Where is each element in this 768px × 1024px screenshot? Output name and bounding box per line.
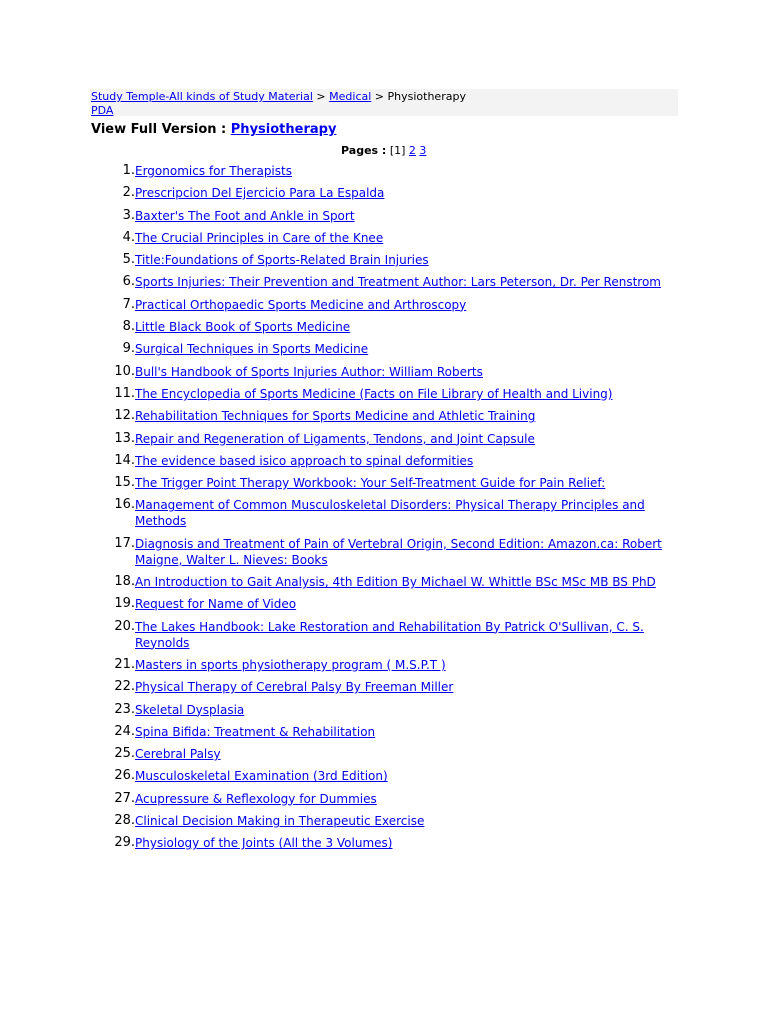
thread-link[interactable]: Physical Therapy of Cerebral Palsy By Freeman Miller: [135, 680, 454, 695]
thread-link[interactable]: The Crucial Principles in Care of the Knee: [135, 230, 384, 245]
thread-link[interactable]: Surgical Techniques in Sports Medicine: [135, 342, 369, 357]
list-item-number: 21.: [114, 656, 135, 672]
list-item: [0, 724, 700, 740]
list-item-number: 8.: [122, 319, 135, 335]
thread-link[interactable]: Clinical Decision Making in Therapeutic Exercise: [135, 814, 425, 829]
list-item: [0, 679, 700, 695]
list-item-number: 3.: [122, 207, 135, 223]
list-item: [0, 341, 700, 357]
pagination: [341, 144, 426, 158]
thread-link[interactable]: Cerebral Palsy: [135, 747, 221, 762]
breadcrumb-link-home[interactable]: Study Temple-All kinds of Study Material: [91, 90, 313, 103]
view-full-version-label: View Full Version :: [91, 122, 227, 137]
list-item: [0, 274, 700, 290]
breadcrumb-separator: >: [374, 90, 385, 103]
forum-title-link[interactable]: Physiotherapy: [230, 122, 337, 137]
thread-link[interactable]: The Encyclopedia of Sports Medicine (Facts on File Library of Health and Living): [135, 386, 613, 401]
thread-link[interactable]: Bull's Handbook of Sports Injuries Author: William Roberts: [135, 364, 483, 379]
thread-link[interactable]: Repair and Regeneration of Ligaments, Tendons, and Joint Capsule: [135, 431, 535, 446]
thread-link[interactable]: Musculoskeletal Examination (3rd Edition): [135, 769, 388, 784]
list-item: [0, 386, 700, 402]
list-item: [0, 746, 700, 762]
list-item: [0, 208, 700, 224]
list-item: [0, 453, 700, 469]
list-item-number: 18.: [114, 574, 135, 590]
thread-link[interactable]: Acupressure & Reflexology for Dummies: [135, 791, 377, 806]
list-item-number: 6.: [122, 274, 135, 290]
thread-link[interactable]: Prescripcion Del Ejercicio Para La Espalda: [135, 186, 385, 201]
list-item: [0, 813, 700, 829]
list-item-number: 15.: [114, 475, 135, 491]
list-item: [0, 319, 700, 335]
list-item: [0, 297, 700, 313]
list-item-number: 23.: [114, 701, 135, 717]
list-item-number: 1.: [122, 163, 135, 178]
thread-list: [0, 163, 700, 858]
list-item-number: 19.: [114, 596, 135, 612]
thread-link[interactable]: Little Black Book of Sports Medicine: [135, 320, 351, 335]
list-item: [0, 364, 700, 380]
list-item-number: 16.: [114, 497, 135, 513]
list-item: [0, 497, 700, 529]
thread-link[interactable]: Spina Bifida: Treatment & Rehabilitation: [135, 724, 376, 739]
list-item-number: 24.: [114, 723, 135, 739]
list-item: [0, 574, 700, 590]
thread-link[interactable]: Baxter's The Foot and Ankle in Sport: [135, 208, 355, 223]
list-item-number: 29.: [114, 835, 135, 851]
pda-container: [91, 104, 113, 117]
list-item: [0, 835, 700, 851]
list-item-number: 25.: [114, 746, 135, 762]
list-item: [0, 768, 700, 784]
thread-link[interactable]: Rehabilitation Techniques for Sports Medicine and Athletic Training: [135, 409, 536, 424]
thread-link[interactable]: Physiology of the Joints (All the 3 Volumes): [135, 836, 393, 851]
thread-link[interactable]: Request for Name of Video: [135, 597, 297, 612]
list-item: [0, 185, 700, 201]
thread-link[interactable]: Sports Injuries: Their Prevention and Treatment Author: Lars Peterson, Dr. Per Renstrom: [135, 275, 661, 290]
list-item-number: 20.: [114, 618, 135, 634]
list-item: [0, 252, 700, 268]
thread-link[interactable]: Practical Orthopaedic Sports Medicine and Arthroscopy: [135, 297, 467, 312]
list-item-number: 10.: [114, 363, 135, 379]
list-item-number: 28.: [114, 813, 135, 829]
list-item: [0, 619, 700, 651]
list-item-number: 27.: [114, 790, 135, 806]
thread-link[interactable]: Ergonomics for Therapists: [135, 164, 292, 178]
list-item-number: 2.: [122, 185, 135, 201]
list-item-number: 13.: [114, 430, 135, 446]
breadcrumb-link-medical[interactable]: Medical: [329, 90, 372, 103]
list-item: [0, 431, 700, 447]
list-item: [0, 596, 700, 612]
thread-link[interactable]: The evidence based isico approach to spinal deformities: [135, 453, 474, 468]
pagination-label: Pages :: [341, 144, 387, 157]
list-item-number: 5.: [122, 252, 135, 268]
list-item-number: 11.: [114, 385, 135, 401]
breadcrumb-current: Physiotherapy: [387, 90, 466, 103]
thread-link[interactable]: Masters in sports physiotherapy program ( M.S.P.T ): [135, 657, 446, 672]
list-item: [0, 230, 700, 246]
thread-link[interactable]: Management of Common Musculoskeletal Disorders: Physical Therapy Principles and Methods: [135, 498, 645, 529]
thread-link[interactable]: Skeletal Dysplasia: [135, 702, 245, 717]
thread-link[interactable]: The Trigger Point Therapy Workbook: Your Self-Treatment Guide for Pain Relief:: [135, 476, 606, 491]
pagination-current: [1]: [389, 144, 406, 157]
thread-link[interactable]: Title:Foundations of Sports-Related Brain Injuries: [135, 253, 429, 268]
list-item-number: 9.: [122, 341, 135, 357]
list-item: [0, 163, 700, 179]
list-item-number: 17.: [114, 535, 135, 551]
thread-link[interactable]: Diagnosis and Treatment of Pain of Vertebral Origin, Second Edition: Amazon.ca: Robert Maigne, Walter L. Nieves: Books: [135, 536, 662, 567]
pagination-page-3[interactable]: 3: [419, 144, 427, 157]
list-item: [0, 475, 700, 491]
list-item: [0, 791, 700, 807]
page-title: [91, 122, 336, 138]
list-item: [0, 702, 700, 718]
thread-link[interactable]: The Lakes Handbook: Lake Restoration and Rehabilitation By Patrick O'Sullivan, C. S. Reynolds: [135, 619, 644, 650]
list-item: [0, 536, 700, 568]
list-item-number: 7.: [122, 296, 135, 312]
list-item-number: 26.: [114, 768, 135, 784]
thread-link[interactable]: An Introduction to Gait Analysis, 4th Edition By Michael W. Whittle BSc MSc MB BS PhD: [135, 575, 656, 590]
breadcrumb: [91, 90, 466, 103]
pda-link[interactable]: PDA: [91, 104, 114, 117]
list-item: [0, 657, 700, 673]
breadcrumb-separator: >: [316, 90, 326, 103]
list-item-number: 12.: [114, 408, 135, 424]
list-item-number: 22.: [114, 679, 135, 695]
pagination-page-2[interactable]: 2: [408, 144, 416, 157]
list-item: [0, 408, 700, 424]
list-item-number: 4.: [122, 229, 135, 245]
list-item-number: 14.: [114, 452, 135, 468]
